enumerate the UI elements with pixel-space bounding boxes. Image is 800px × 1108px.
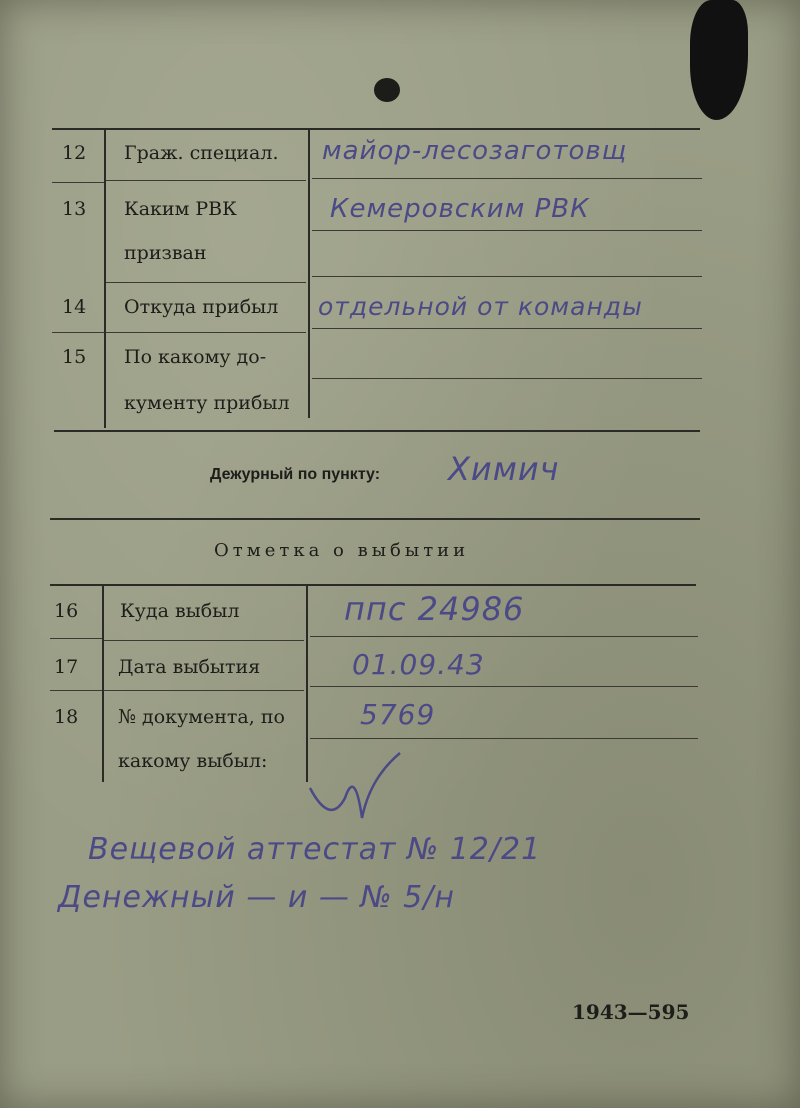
row-rule (52, 182, 104, 183)
value-rule (312, 230, 702, 231)
print-code: 1943—595 (572, 1000, 690, 1024)
row-rule (106, 332, 306, 333)
value-rule (310, 686, 698, 687)
row-value: Кемеровским РВК (330, 194, 590, 224)
signature-mark (300, 748, 420, 828)
row-value: ппс 24986 (344, 590, 525, 628)
top-col-divider-num (104, 130, 106, 428)
row-number: 16 (54, 600, 79, 622)
value-rule (312, 276, 702, 277)
row-number: 18 (54, 706, 79, 728)
row-rule (106, 180, 306, 181)
top-table-bottom-rule (54, 430, 700, 432)
row-label: Дата выбытия (118, 656, 261, 678)
row-label: Откуда прибыл (124, 296, 279, 318)
row-value: 5769 (360, 698, 436, 731)
row-label: призван (124, 242, 207, 264)
row-number: 14 (62, 296, 87, 318)
duty-signature: Химич (448, 450, 560, 488)
bottom-col-divider-num (102, 586, 104, 782)
row-value: отдельной от команды (318, 292, 643, 321)
row-label: Куда выбыл (120, 600, 240, 622)
row-label: Каким РВК (124, 198, 237, 220)
note-line: Денежный — и — № 5/н (58, 880, 455, 915)
row-number: 12 (62, 142, 87, 164)
row-number: 15 (62, 346, 87, 368)
row-label: По какому до- (124, 346, 267, 368)
row-rule (50, 638, 102, 639)
duty-rule (50, 518, 700, 520)
value-rule (312, 378, 702, 379)
row-label: кументу прибыл (124, 392, 290, 414)
duty-label: Дежурный по пункту: (210, 466, 381, 483)
row-rule (104, 640, 304, 641)
top-col-divider-label (308, 130, 310, 418)
row-rule (106, 282, 306, 283)
row-value: 01.09.43 (352, 648, 485, 681)
row-label: какому выбыл: (118, 750, 268, 772)
bottom-top-rule (50, 584, 696, 586)
row-rule (52, 332, 104, 333)
note-line: Вещевой аттестат № 12/21 (88, 832, 542, 867)
top-rule (52, 128, 700, 130)
row-label: № документа, по (118, 706, 285, 728)
row-value: майор-лесозаготовщ (322, 136, 628, 166)
row-rule (104, 690, 304, 691)
row-label: Граж. специал. (124, 142, 279, 164)
ink-blot (690, 0, 748, 120)
section-title: Отметка о выбытии (214, 540, 470, 561)
value-rule (312, 328, 702, 329)
row-number: 13 (62, 198, 87, 220)
row-number: 17 (54, 656, 79, 678)
row-rule (50, 690, 102, 691)
value-rule (312, 178, 702, 179)
value-rule (310, 636, 698, 637)
value-rule (310, 738, 698, 739)
punch-hole (374, 78, 400, 102)
